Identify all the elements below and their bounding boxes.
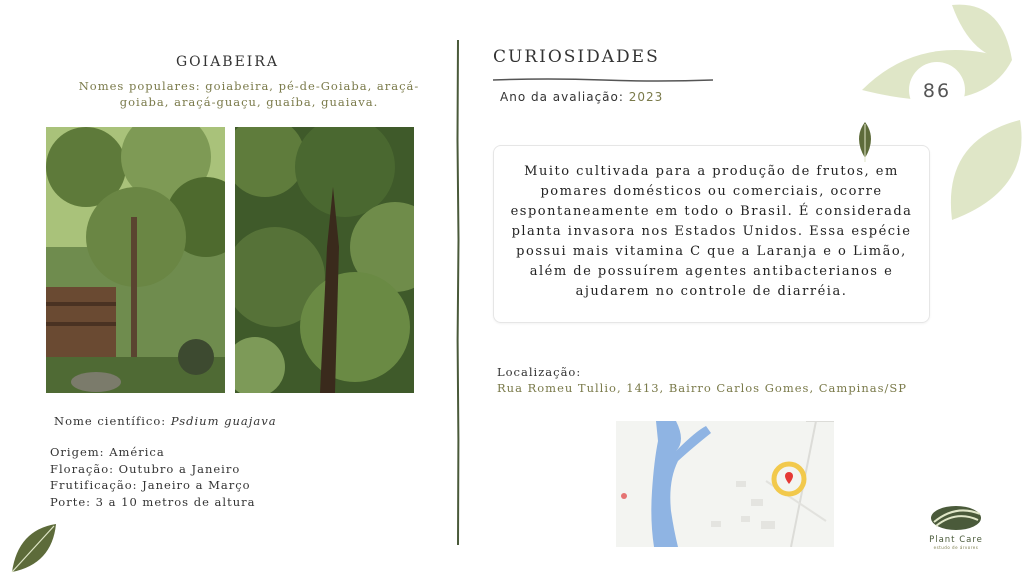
logo-name: Plant Care	[929, 535, 983, 545]
fruiting-text: Frutificação: Janeiro a Março	[50, 478, 251, 492]
origin-text: Origem: América	[50, 445, 165, 459]
year-value: 2023	[628, 90, 664, 104]
plant-name: GOIABEIRA	[176, 54, 279, 70]
scientific-name-label: Nome científico:	[54, 414, 171, 428]
evaluation-year	[500, 90, 663, 104]
location-label: Localização:	[497, 365, 582, 379]
year-label: Ano da avaliação:	[500, 90, 629, 104]
logo-subtitle: estudo de árvores	[933, 545, 979, 550]
leaf-decoration	[862, 0, 1024, 230]
plant-facts	[50, 444, 255, 510]
plant-care-logo	[920, 500, 992, 560]
column-divider	[455, 40, 461, 545]
page-number: 86	[922, 80, 952, 102]
tree-photo-1	[46, 127, 225, 393]
tree-photo-2	[235, 127, 414, 393]
location-address: Rua Romeu Tullio, 1413, Bairro Carlos Gomes, Campinas/SP	[497, 381, 908, 395]
small-leaf-icon	[853, 122, 877, 162]
corner-leaf-icon	[8, 520, 60, 576]
scientific-name-value: Psdium guajava	[170, 414, 277, 428]
scientific-name	[54, 414, 277, 428]
size-text: Porte: 3 a 10 metros de altura	[50, 494, 256, 509]
flowering-text: Floração: Outubro a Janeiro	[50, 461, 241, 476]
location-map	[616, 421, 834, 547]
curiosities-text: Muito cultivada para a produção de frutos, em pomares domésticos ou comerciais, ocorre espontaneamente em todo o Brasil. É considerada planta invasora nos Estados Unidos. Essa espécie possui mais vitamina C que a Laranja e o Limão, além de possuírem agentes antibacterianos e ajudarem no controle de diarréia.	[510, 164, 913, 299]
title-underline	[493, 68, 713, 74]
curiosities-title: CURIOSIDADES	[493, 47, 660, 67]
popular-names: Nomes populares: goiabeira, pé-de-Goiaba, araçá-goiaba, araçá-guaçu, guaíba, guaiava.	[78, 79, 420, 109]
